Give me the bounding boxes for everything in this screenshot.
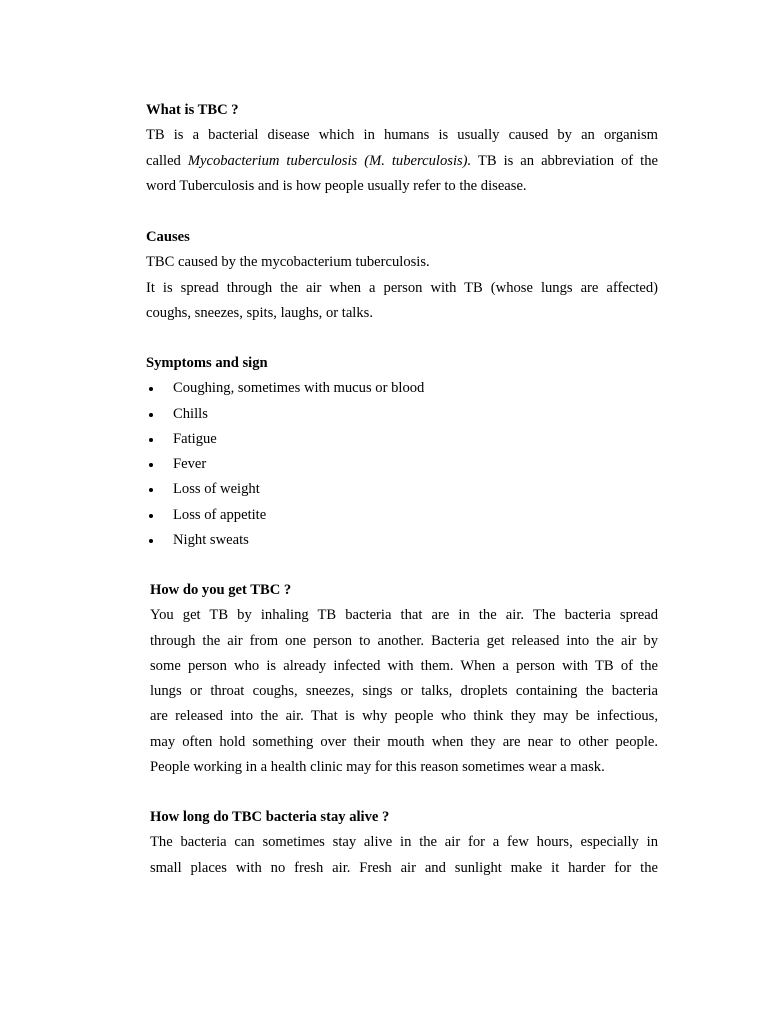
text-line: People working in a health clinic may for this reason sometimes wear a mask. (150, 759, 605, 776)
section-how-long-alive (150, 805, 658, 881)
heading-how-long-alive: How long do TBC bacteria stay alive ? (150, 809, 390, 825)
list-item (146, 528, 658, 553)
list-item-text: Night sweats (173, 532, 249, 549)
list-item-text: Loss of weight (173, 481, 260, 498)
section-what-is-tbc (146, 98, 658, 199)
text-line: small places with no fresh air. Fresh air and sunlight make it harder for the (150, 859, 658, 876)
paragraph-how-long-alive (150, 830, 658, 881)
text-line (146, 149, 658, 174)
text-line: coughs, sneezes, spits, laughs, or talks. (146, 304, 373, 321)
text-line: You get TB by inhaling TB bacteria that are in the air. The bacteria spread (150, 607, 658, 624)
bullet-icon (149, 387, 153, 391)
section-symptoms (146, 351, 658, 553)
list-item-text: Loss of appetite (173, 506, 267, 523)
list-item (146, 427, 658, 452)
text-line: TBC caused by the mycobacterium tuberculosis. (146, 254, 430, 271)
text-line: The bacteria can sometimes stay alive in the air for a few hours, especially in (150, 834, 658, 851)
bullet-icon (149, 438, 153, 442)
text-fragment: TB is an abbreviation of the (471, 152, 658, 169)
list-item-text: Coughing, sometimes with mucus or blood (173, 380, 425, 397)
list-item (146, 477, 658, 502)
heading-symptoms: Symptoms and sign (146, 355, 268, 371)
paragraph-how-get-tbc (150, 603, 658, 780)
text-line: some person who is already infected with them. When a person with TB of the (150, 657, 658, 674)
heading-causes: Causes (146, 229, 190, 245)
list-item-text: Fever (173, 456, 207, 473)
text-line: word Tuberculosis and is how people usually refer to the disease. (146, 177, 527, 194)
bullet-icon (149, 463, 153, 467)
list-item-text: Chills (173, 405, 208, 422)
text-line: TB is a bacterial disease which in humans is usually caused by an organism (146, 127, 658, 144)
paragraph-causes (146, 250, 658, 326)
list-item (146, 503, 658, 528)
bullet-icon (149, 539, 153, 543)
text-line: through the air from one person to another. Bacteria get released into the air by (150, 632, 658, 649)
text-line: lungs or throat coughs, sneezes, sings or talks, droplets containing the bacteria (150, 683, 658, 700)
section-how-get-tbc (150, 578, 658, 780)
bullet-icon (149, 514, 153, 518)
section-causes (146, 225, 658, 326)
list-item (146, 376, 658, 401)
list-item-text: Fatigue (173, 430, 217, 447)
heading-how-get-tbc: How do you get TBC ? (150, 582, 292, 598)
bullet-icon (149, 488, 153, 492)
text-fragment: called (146, 152, 188, 169)
heading-what-is-tbc: What is TBC ? (146, 102, 239, 118)
bullet-icon (149, 413, 153, 417)
italic-term: Mycobacterium tuberculosis (M. tuberculosis). (187, 152, 472, 169)
paragraph-what-is-tbc (146, 123, 658, 199)
list-item (146, 402, 658, 427)
text-line: It is spread through the air when a person with TB (whose lungs are affected) (146, 279, 658, 296)
symptoms-list (146, 376, 658, 553)
list-item (146, 452, 658, 477)
text-line: may often hold something over their mouth when they are near to other people. (150, 733, 658, 750)
text-line: are released into the air. That is why people who think they may be infectious, (150, 708, 658, 725)
